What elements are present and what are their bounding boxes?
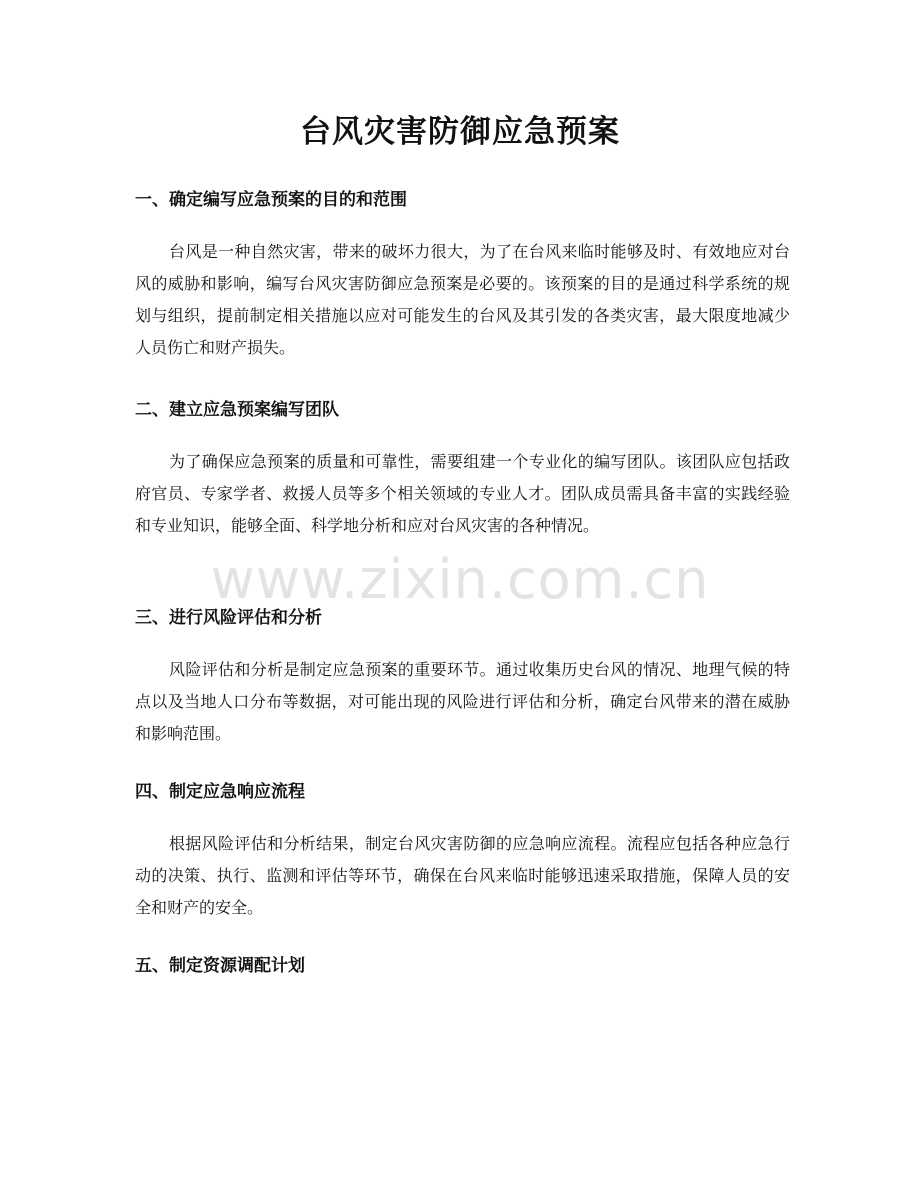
section-1 xyxy=(135,188,790,364)
section-heading: 四、制定应急响应流程 xyxy=(135,782,305,802)
section-heading: 一、确定编写应急预案的目的和范围 xyxy=(135,190,407,210)
section-3 xyxy=(135,606,790,750)
section-4 xyxy=(135,780,790,924)
section-2 xyxy=(135,398,790,542)
section-heading: 二、建立应急预案编写团队 xyxy=(135,400,339,420)
section-5 xyxy=(135,954,790,978)
section-paragraph: 根据风险评估和分析结果，制定台风灾害防御的应急响应流程。流程应包括各种应急行动的决策、执行、监测和评估等环节，确保在台风来临时能够迅速采取措施，保障人员的安全和财产的安全。 xyxy=(135,834,790,917)
section-heading: 五、制定资源调配计划 xyxy=(135,956,305,976)
watermark: www.zixin.com.cn xyxy=(210,548,710,611)
section-heading: 三、进行风险评估和分析 xyxy=(135,608,322,628)
section-paragraph: 风险评估和分析是制定应急预案的重要环节。通过收集历史台风的情况、地理气候的特点以及当地人口分布等数据，对可能出现的风险进行评估和分析，确定台风带来的潜在威胁和影响范围。 xyxy=(135,660,790,743)
document-title: 台风灾害防御应急预案 xyxy=(300,114,620,150)
section-paragraph: 为了确保应急预案的质量和可靠性，需要组建一个专业化的编写团队。该团队应包括政府官员、专家学者、救援人员等多个相关领域的专业人才。团队成员需具备丰富的实践经验和专业知识，能够全面、科学地分析和应对台风灾害的各种情况。 xyxy=(135,452,790,535)
section-paragraph: 台风是一种自然灾害，带来的破坏力很大，为了在台风来临时能够及时、有效地应对台风的威胁和影响，编写台风灾害防御应急预案是必要的。该预案的目的是通过科学系统的规划与组织，提前制定相关措施以应对可能发生的台风及其引发的各类灾害，最大限度地减少人员伤亡和财产损失。 xyxy=(135,242,790,357)
